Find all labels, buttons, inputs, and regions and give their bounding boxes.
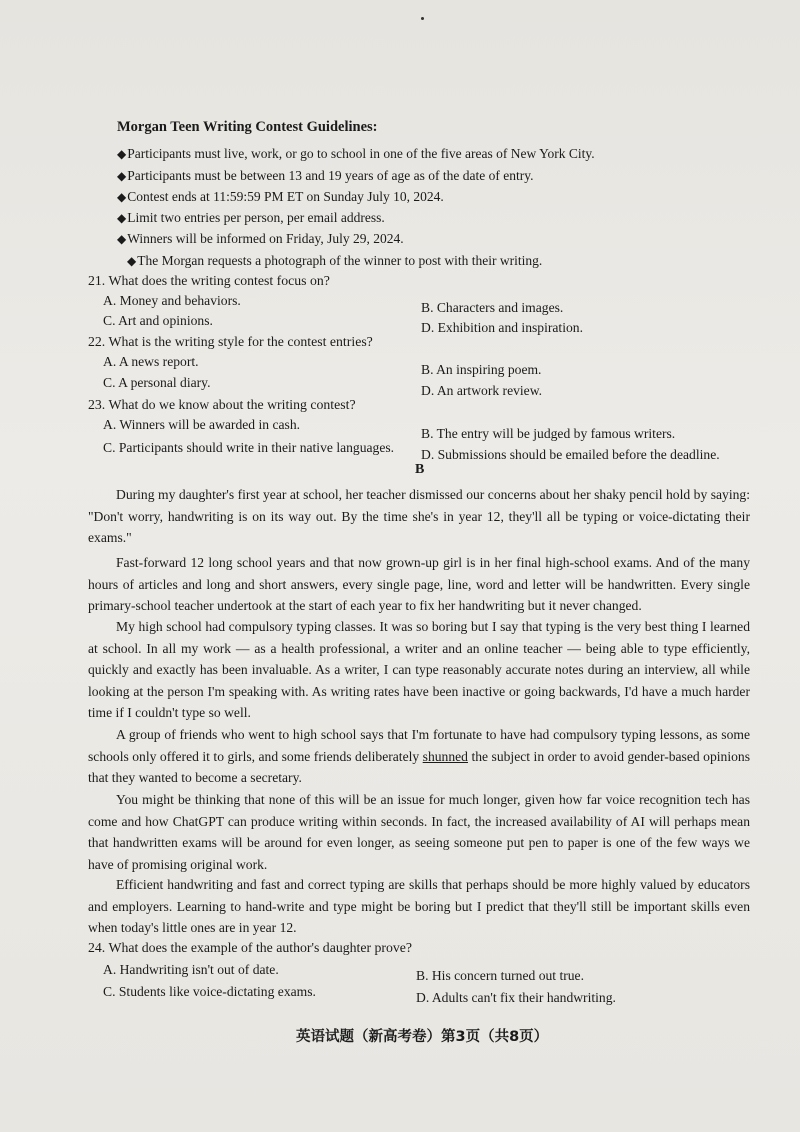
underlined-word-shunned: shunned	[422, 748, 468, 764]
question-23-stem: 23. What do we know about the writing contest?	[88, 397, 356, 412]
option-24-c: C. Students like voice-dictating exams.	[103, 984, 316, 999]
section-b-heading: B	[415, 462, 425, 477]
question-24-stem: 24. What does the example of the author's daughter prove?	[88, 940, 413, 955]
diamond-bullet-icon: ◆	[117, 190, 127, 204]
passage-paragraph-2: Fast-forward 12 long school years and that now grown-up girl is in her final high-school exams. And of the many hours of articles and long and short answers, every single page, line, word and letter will be handwritten. Every single primary-school teacher undertook at the start of each year to fix her handwriting but it never changed.	[88, 555, 750, 613]
diamond-bullet-icon: ◆	[117, 147, 127, 161]
question-22-stem: 22. What is the writing style for the contest entries?	[88, 334, 373, 349]
passage-paragraph-5: You might be thinking that none of this will be an issue for much longer, given how far voice recognition tech has come and how ChatGPT can produce writing within seconds. In fact, the increased availability of AI will perhaps mean that handwritten exams will be around for even longer, as seeing someone put pen to paper is one of the few ways we have of promising original work.	[88, 792, 750, 872]
guideline-item: ◆Contest ends at 11:59:59 PM ET on Sunday July 10, 2024.	[117, 189, 444, 204]
option-21-a: A. Money and behaviors.	[103, 293, 241, 308]
guideline-item: ◆The Morgan requests a photograph of the winner to post with their writing.	[127, 253, 543, 268]
option-21-c: C. Art and opinions.	[103, 313, 213, 328]
option-21-d: D. Exhibition and inspiration.	[421, 320, 583, 335]
page-footer: 英语试题（新高考卷）第3页（共8页）	[296, 1029, 549, 1045]
option-24-d: D. Adults can't fix their handwriting.	[416, 990, 616, 1005]
question-21-stem: 21. What does the writing contest focus on?	[88, 273, 330, 288]
option-22-b: B. An inspiring poem.	[421, 362, 542, 377]
option-23-a: A. Winners will be awarded in cash.	[103, 417, 301, 432]
passage-paragraph-1: During my daughter's first year at school, her teacher dismissed our concerns about her shaky pencil hold by saying: "Don't worry, handwriting is on its way out. By the time she's in year 12, they'll all be typing or voice-dictating their exams."	[88, 487, 750, 545]
option-23-b: B. The entry will be judged by famous writers.	[421, 426, 676, 441]
diamond-bullet-icon: ◆	[117, 211, 127, 225]
passage-paragraph-4: A group of friends who went to high school says that I'm fortunate to have had compulsory typing lessons, as some schools only offered it to girls, and some friends deliberately shunned the subject in order to avoid gender-based opinions that they wanted to become a secretary.	[88, 727, 750, 785]
diamond-bullet-icon: ◆	[117, 169, 127, 183]
passage-paragraph-3: My high school had compulsory typing classes. It was so boring but I say that typing is the very best thing I learned at school. In all my work — as a health professional, a writer and an online teacher — being able to type efficiently, quickly and exactly has been invaluable. As a writer, I can type reasonably accurate notes during an interview, all while looking at the person I'm speaking with. As writing rates have been inactive or going backwards, I'd have a much harder time if I couldn't type so well.	[88, 619, 750, 720]
guideline-item: ◆Limit two entries per person, per email address.	[117, 210, 385, 225]
option-23-c: C. Participants should write in their native languages.	[103, 440, 395, 455]
option-22-c: C. A personal diary.	[103, 375, 211, 390]
diamond-bullet-icon: ◆	[117, 232, 127, 246]
option-24-b: B. His concern turned out true.	[416, 968, 584, 983]
option-22-a: A. A news report.	[103, 354, 199, 369]
option-23-d: D. Submissions should be emailed before the deadline.	[421, 447, 720, 462]
speck-mark	[421, 17, 424, 20]
option-24-a: A. Handwriting isn't out of date.	[103, 962, 279, 977]
guidelines-title: Morgan Teen Writing Contest Guidelines:	[117, 119, 378, 135]
passage-paragraph-6: Efficient handwriting and fast and correct typing are skills that perhaps should be more highly valued by educators and employers. Learning to hand-write and type might be boring but I predict that they'll still be important skills even when today's little ones are in year 12.	[88, 877, 750, 935]
option-22-d: D. An artwork review.	[421, 383, 543, 398]
guideline-item: ◆Participants must live, work, or go to school in one of the five areas of New York City.	[117, 146, 595, 161]
option-21-b: B. Characters and images.	[421, 300, 564, 315]
guideline-item: ◆Participants must be between 13 and 19 years of age as of the date of entry.	[117, 168, 534, 183]
guideline-item: ◆Winners will be informed on Friday, July 29, 2024.	[117, 231, 404, 246]
diamond-bullet-icon: ◆	[127, 254, 137, 268]
